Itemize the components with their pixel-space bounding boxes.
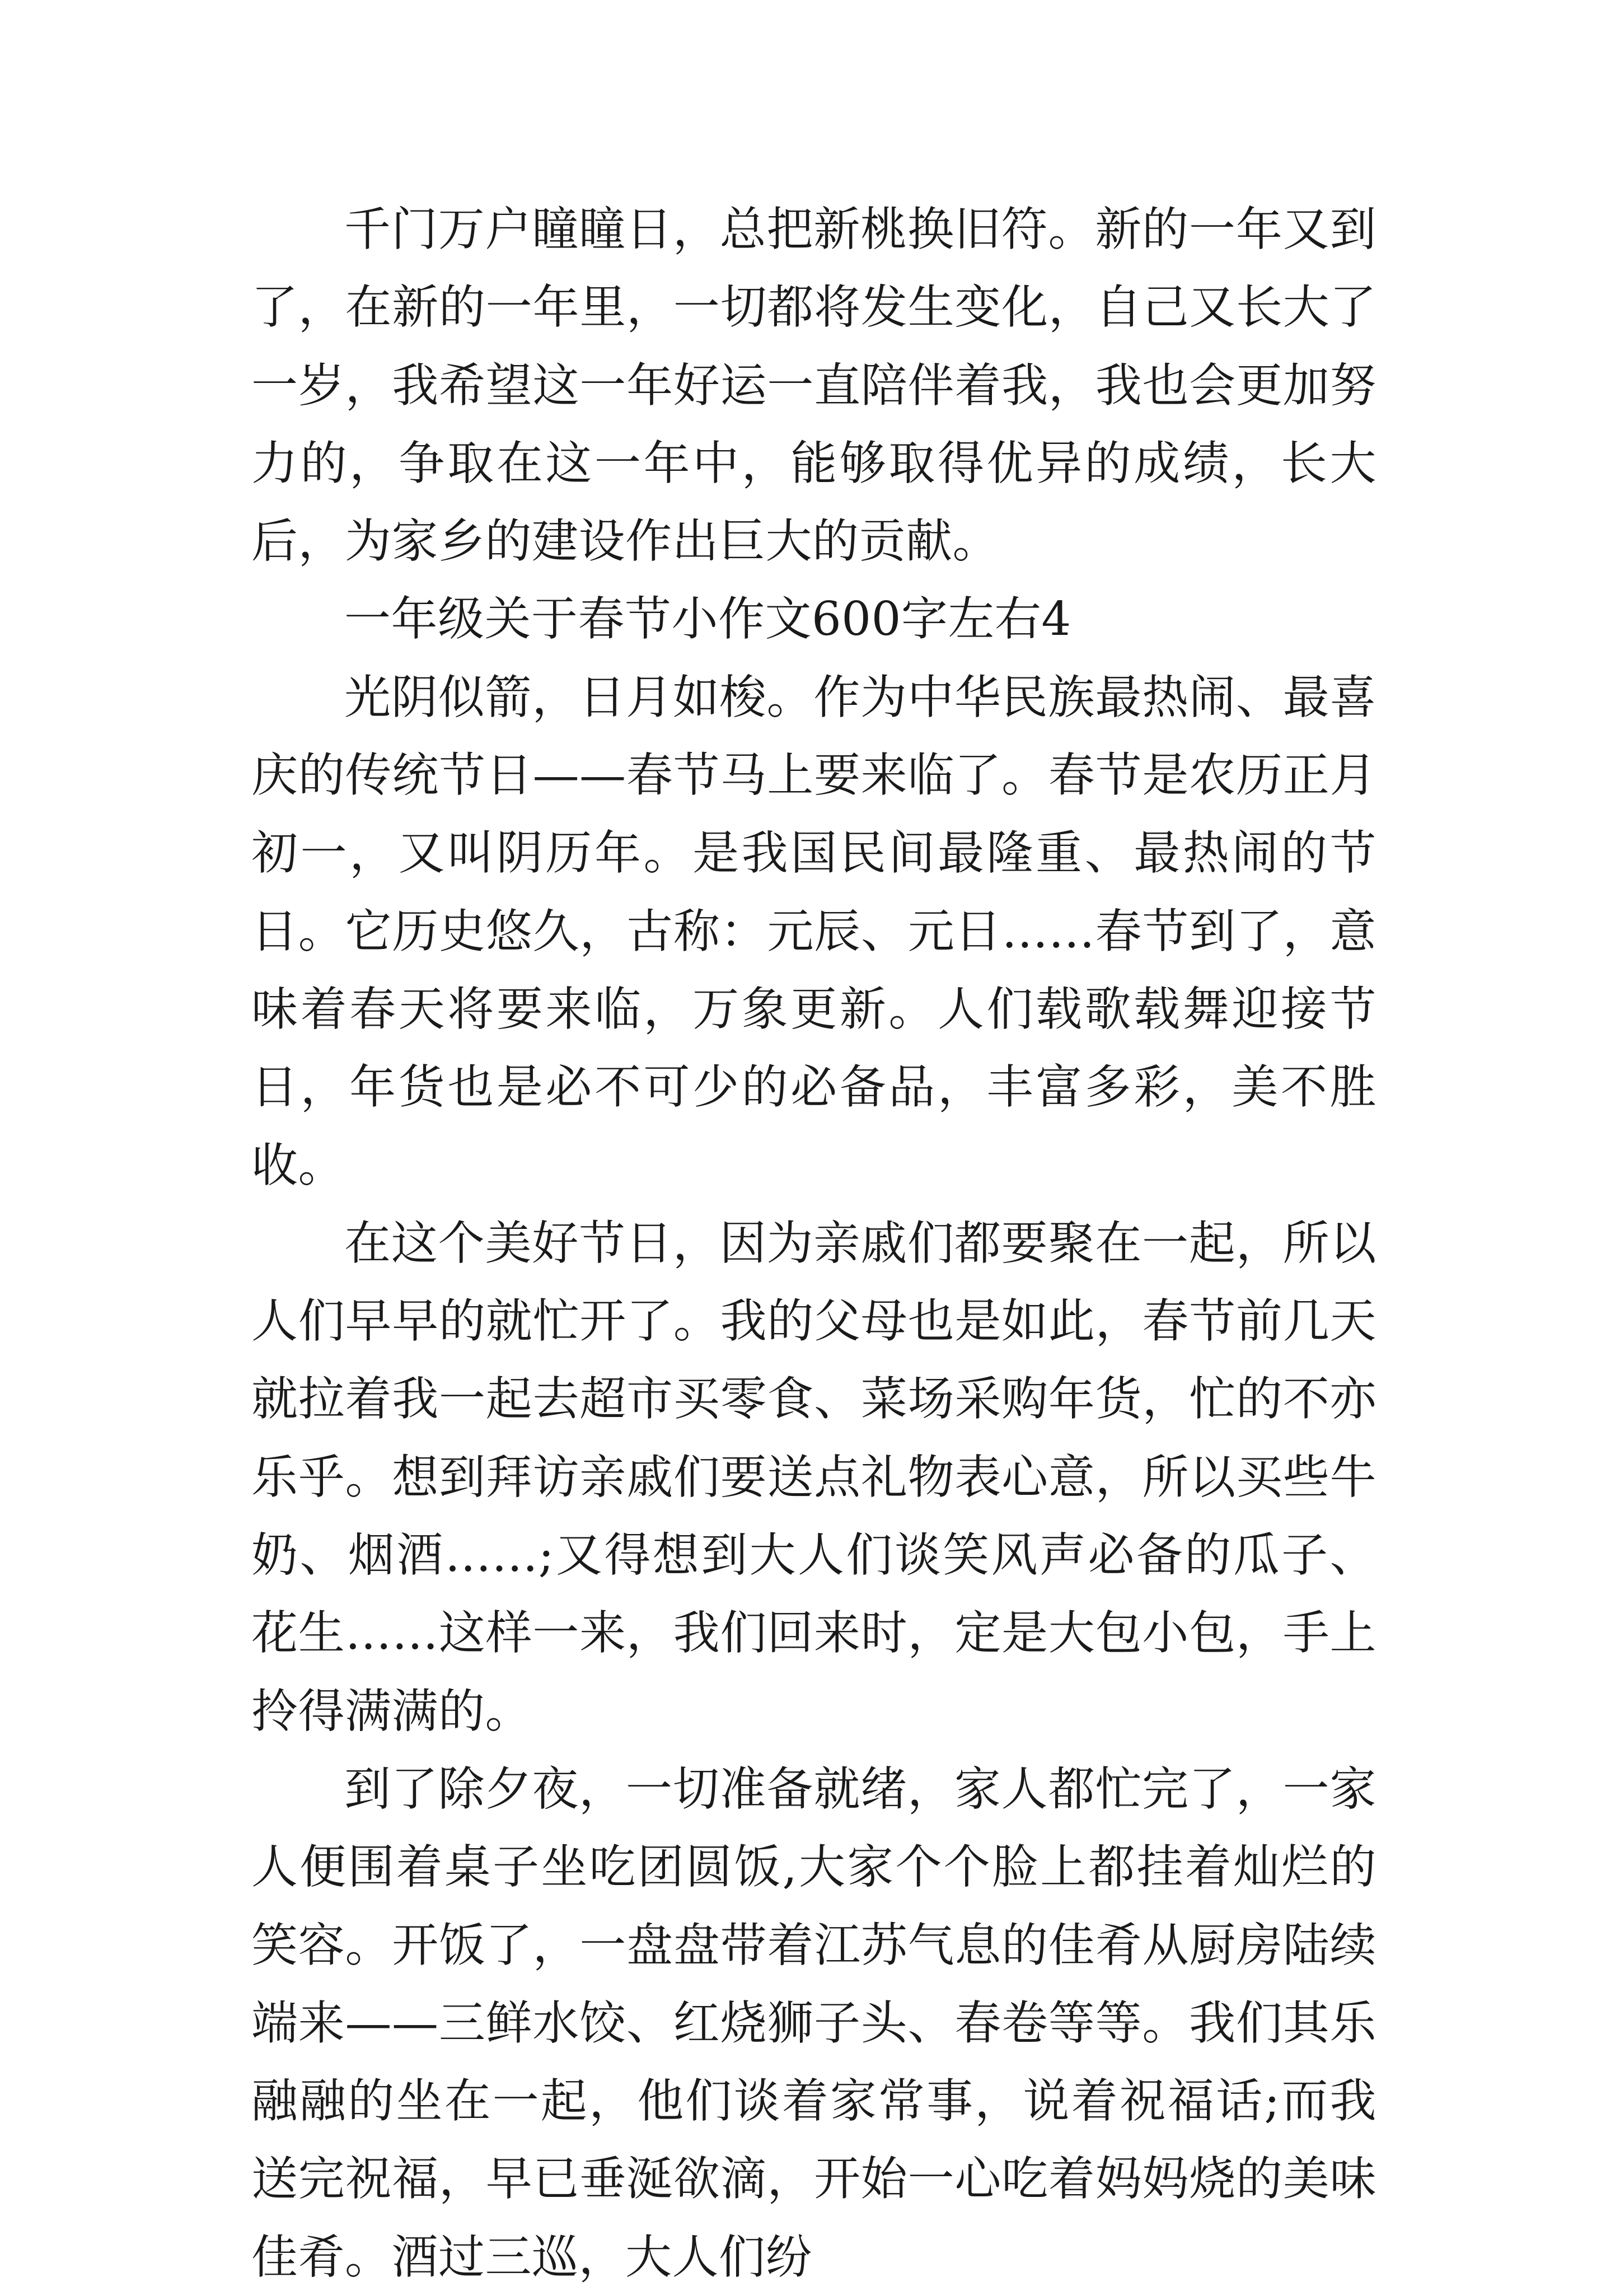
paragraph-spring-festival-intro: 光阴似箭，日月如梭。作为中华民族最热闹、最喜庆的传统节日——春节马上要来临了。春节是农历正月初一，又叫阴历年。是我国民间最隆重、最热闹的节日。它历史悠久，古称：元辰、元日……春节到了，意味着春天将要来临，万象更新。人们载歌载舞迎接节日，年货也是必不可少的必备品，丰富多彩，美不胜收。 [251,670,1376,1193]
paragraph-new-years-eve-dinner: 到了除夕夜，一切准备就绪，家人都忙完了，一家人便围着桌子坐吃团圆饭,大家个个脸上都挂着灿烂的笑容。开饭了，一盘盘带着江苏气息的佳肴从厨房陆续端来——三鲜水饺、红烧狮子头、春卷等等。我们其乐融融的坐在一起，他们谈着家常事，说着祝福话;而我送完祝福，早已垂涎欲滴，开始一心吃着妈妈烧的美味佳肴。酒过三巡，大人们纷 [251,1761,1376,2284]
essay-heading: 一年级关于春节小作文600字左右4 [344,592,1071,647]
document-body [251,190,1376,2296]
paragraph-new-year-wishes: 千门万户瞳瞳日，总把新桃换旧符。新的一年又到了，在新的一年里，一切都将发生变化，自己又长大了一岁，我希望这一年好运一直陪伴着我，我也会更加努力的，争取在这一年中，能够取得优异的成绩，长大后，为家乡的建设作出巨大的贡献。 [251,202,1376,569]
paragraph-holiday-shopping: 在这个美好节日，因为亲戚们都要聚在一起，所以人们早早的就忙开了。我的父母也是如此，春节前几天就拉着我一起去超市买零食、菜场采购年货，忙的不亦乐乎。想到拜访亲戚们要送点礼物表心意，所以买些牛奶、烟酒……;又得想到大人们谈笑风声必备的瓜子、花生……这样一来，我们回来时，定是大包小包，手上拎得满满的。 [251,1215,1376,1738]
